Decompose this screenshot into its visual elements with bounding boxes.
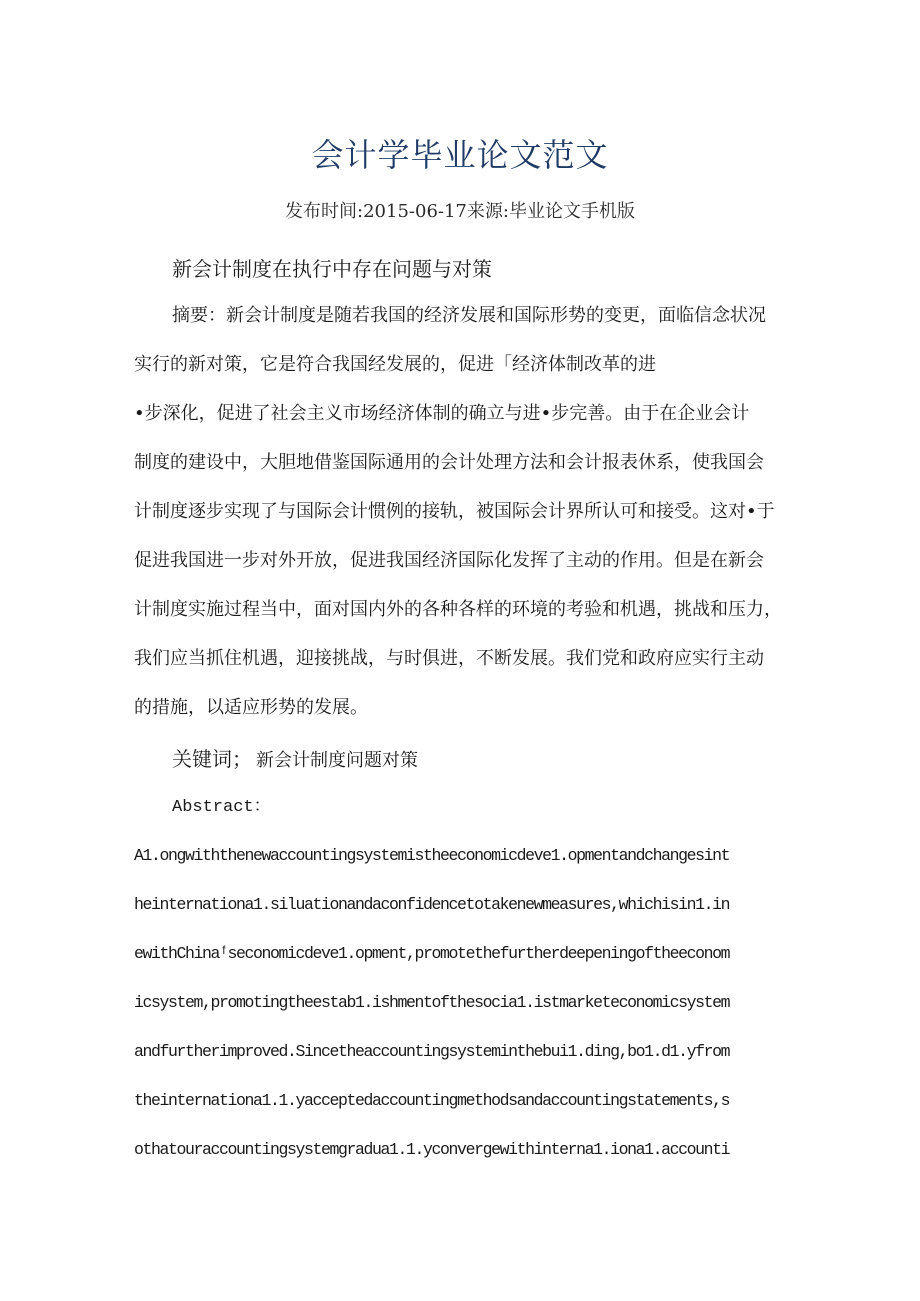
abstract-en-line: othatouraccountingsystemgradua1.1.yconvergewithinterna1.iona1.accounti bbox=[134, 1140, 730, 1159]
abstract-cn-line: 促进我国进一步对外开放，促进我国经济国际化发挥了主动的作用。但是在新会 bbox=[134, 550, 764, 571]
abstract-en-line: A1.ongwiththenewaccountingsystemistheeconomicdeve1.opmentandchangesint bbox=[134, 846, 730, 865]
abstract-en-line: andfurtherimproved.Sincetheaccountingsysteminthebui1.ding,bo1.d1.yfrom bbox=[134, 1042, 730, 1061]
abstract-cn-line: 实行的新对策，它是符合我国经发展的，促进「经济体制改革的进 bbox=[134, 354, 656, 375]
keywords-text: 新会计制度问题对策 bbox=[256, 750, 418, 771]
abstract-cn-line: 的措施，以适应形势的发展。 bbox=[134, 697, 368, 718]
keywords-label: 关键词； bbox=[172, 747, 252, 771]
abstract-en-line: heinternationa1.siluationandaconfidencetotakenewmeasures,whichisin1.in bbox=[134, 895, 730, 914]
publish-meta: 发布时间:2015-06-17来源:毕业论文手机版 bbox=[285, 201, 635, 222]
abstract-en-label: Abstract： bbox=[172, 798, 271, 817]
abstract-cn-line: 计制度逐步实现了与国际会计惯例的接轨，被国际会计界所认可和接受。这对•于 bbox=[134, 501, 775, 522]
abstract-cn-line: 摘要：新会计制度是随若我国的经济发展和国际形势的变更，面临信念状况 bbox=[172, 305, 766, 326]
keywords-row bbox=[172, 745, 418, 776]
abstract-cn-line: 计制度实施过程当中，面对国内外的各种各样的环境的考验和机遇，挑战和压力， bbox=[134, 599, 782, 620]
abstract-en-line: icsystem,promotingtheestab1.ishmentofthesocia1.istmarketeconomicsystem bbox=[134, 993, 730, 1012]
abstract-cn-line: •步深化，促进了社会主义市场经济体制的确立与进•步完善。由于在企业会计 bbox=[134, 403, 750, 424]
page-title: 会计学毕业论文范文 bbox=[311, 136, 609, 174]
abstract-cn-line: 我们应当抓住机遇，迎接挑战，与时俱进，不断发展。我们党和政府应实行主动 bbox=[134, 648, 764, 669]
abstract-en-line: theinternationa1.1.yacceptedaccountingmethodsandaccountingstatements,s bbox=[134, 1091, 730, 1110]
abstract-en-paragraph bbox=[134, 843, 794, 1186]
article-subtitle: 新会计制度在执行中存在问题与对策 bbox=[172, 257, 492, 281]
abstract-cn-paragraph bbox=[134, 302, 789, 743]
abstract-cn-line: 制度的建设中，大胆地借鉴国际通用的会计处理方法和会计报表休系，使我国会 bbox=[134, 452, 764, 473]
abstract-en-line: ewithChinaᶠseconomicdeve1.opment,promotethefurtherdeepeningoftheeconom bbox=[134, 944, 730, 963]
